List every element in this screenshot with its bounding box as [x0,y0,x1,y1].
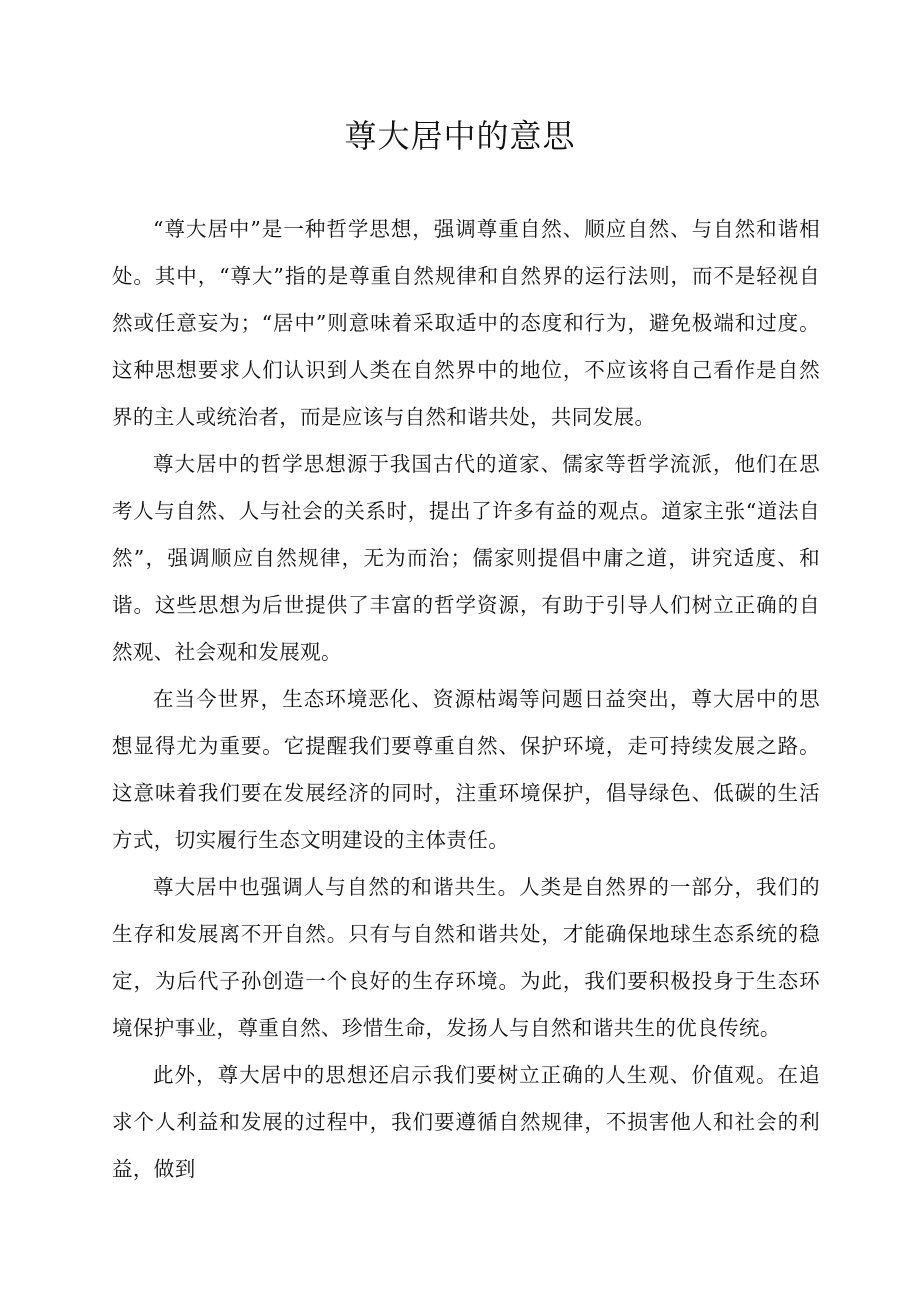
paragraph: 尊大居中也强调人与自然的和谐共生。人类是自然界的一部分，我们的生存和发展离不开自然。只有与自然和谐共处，才能确保地球生态系统的稳定，为后代子孙创造一个良好的生存环境。为此，我们要积极投身于生态环境保护事业，尊重自然、珍惜生命，发扬人与自然和谐共生的优良传统。 [112,875,820,1040]
paragraph: 此外，尊大居中的思想还启示我们要树立正确的人生观、价值观。在追求个人利益和发展的过程中，我们要遵循自然规律，不损害他人和社会的利益，做到 [112,1063,820,1181]
page-title: 尊大居中的意思 [344,117,576,155]
paragraph: 在当今世界，生态环境恶化、资源枯竭等问题日益突出，尊大居中的思想显得尤为重要。它提醒我们要尊重自然、保护环境，走可持续发展之路。这意味着我们要在发展经济的同时，注重环境保护，倡导绿色、低碳的生活方式，切实履行生态文明建设的主体责任。 [112,687,820,852]
paragraph: 尊大居中的哲学思想源于我国古代的道家、儒家等哲学流派，他们在思考人与自然、人与社会的关系时，提出了许多有益的观点。道家主张“道法自然”，强调顺应自然规律，无为而治；儒家则提倡中庸之道，讲究适度、和谐。这些思想为后世提供了丰富的哲学资源，有助于引导人们树立正确的自然观、社会观和发展观。 [112,452,820,664]
document-body [112,206,820,1193]
paragraph: “尊大居中”是一种哲学思想，强调尊重自然、顺应自然、与自然和谐相处。其中，“尊大”指的是尊重自然规律和自然界的运行法则，而不是轻视自然或任意妄为；“居中”则意味着采取适中的态度和行为，避免极端和过度。这种思想要求人们认识到人类在自然界中的地位，不应该将自己看作是自然界的主人或统治者，而是应该与自然和谐共处，共同发展。 [112,217,820,429]
